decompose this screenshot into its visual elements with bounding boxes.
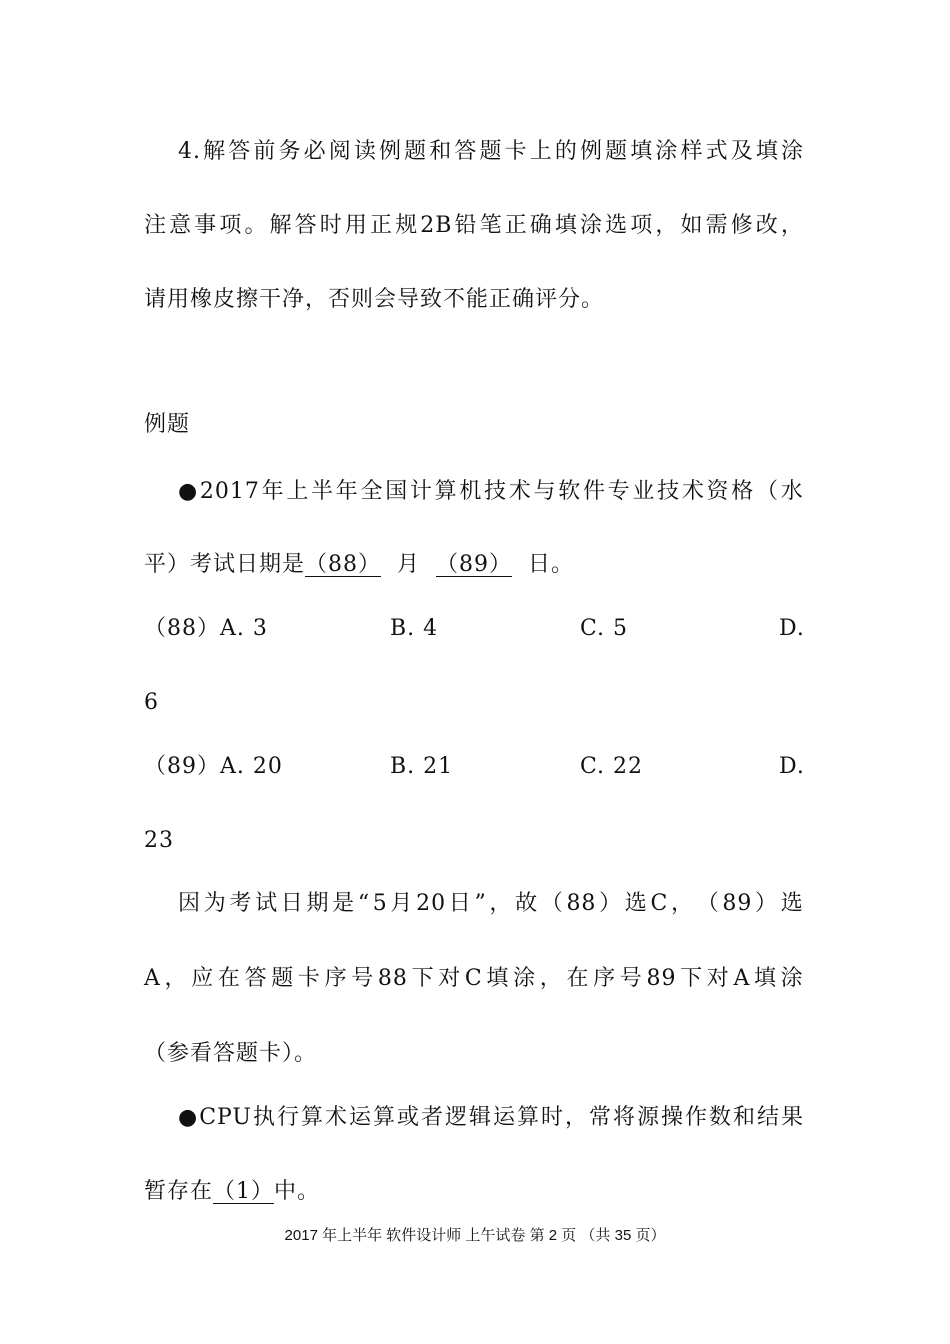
option-89-a: （89）A. 20 <box>144 754 283 779</box>
instruction-line-1: 4. 解 答 前 务 必 阅 读 例 题 和 答 题 卡 上 的 例 题 填 涂 样 式 及 填 涂 <box>178 139 804 164</box>
explanation-line-1: 因 为 考 试 日 期 是 “ 5 月 20 日 ” ， 故 （ 88 ） 选 C ， （ 89 ） 选 <box>178 891 804 916</box>
page-footer: 2017 年上半年 软件设计师 上午试卷 第 2 页 （共 35 页） <box>284 1227 666 1244</box>
question-1-line-2 <box>144 1177 320 1207</box>
example-heading: 例题 <box>144 412 191 437</box>
blank-88: （88） <box>305 552 382 577</box>
blank-89: （89） <box>436 552 512 577</box>
instruction-line-2: 注 意 事 项 。 解 答 时 用 正 规 2B 铅 笔 正 确 填 涂 选 项 ， 如 需 修 改 ， <box>144 213 804 238</box>
question-1-line-1: ● CPU 执 行 算 术 运 算 或 者 逻 辑 运 算 时 ， 常 将 源 操 作 数 和 结 果 <box>178 1105 804 1130</box>
option-88-b: B. 4 <box>390 616 439 641</box>
example-day-text: 日。 <box>512 552 574 577</box>
option-89-d: D. <box>779 754 805 779</box>
option-88-d-value: 6 <box>144 690 159 715</box>
option-89-c: C. 22 <box>580 754 644 779</box>
option-88-d: D. <box>779 616 805 641</box>
example-question-prefix: 平）考试日期是 <box>144 552 306 577</box>
example-month-text: 月 <box>381 552 436 577</box>
option-88-c: C. 5 <box>580 616 629 641</box>
explanation-line-3: （参看答题卡）。 <box>144 1041 318 1066</box>
question-1-prefix: 暂存在 <box>144 1179 214 1204</box>
option-88-a: （88）A. 3 <box>144 616 268 641</box>
example-question-line-2 <box>144 550 574 580</box>
blank-1: （1） <box>213 1179 275 1204</box>
option-89-b: B. 21 <box>390 754 454 779</box>
question-1-suffix: 中。 <box>274 1179 321 1204</box>
example-question-line-1: ● 2017 年 上 半 年 全 国 计 算 机 技 术 与 软 件 专 业 技 术 资 格 （ 水 <box>178 479 804 504</box>
instruction-line-3: 请用橡皮擦干净，否则会导致不能正确评分。 <box>144 287 605 312</box>
option-89-d-value: 23 <box>144 828 174 853</box>
explanation-line-2: A ， 应 在 答 题 卡 序 号 88 下 对 C 填 涂 ， 在 序 号 89 下 对 A 填 涂 <box>144 966 804 991</box>
